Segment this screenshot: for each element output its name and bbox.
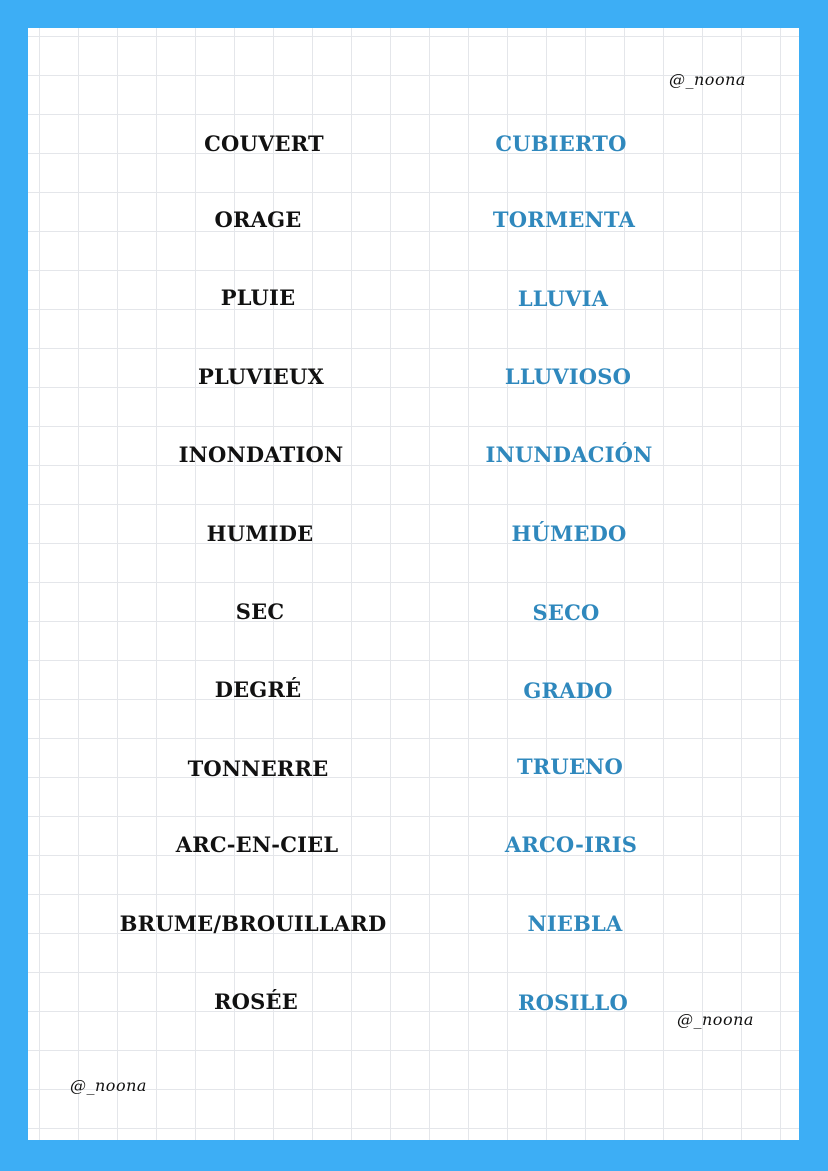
spanish-word: INUNDACIÓN	[485, 442, 653, 467]
french-word: HUMIDE	[206, 521, 314, 546]
watermark-top-right: @_noona	[669, 70, 746, 89]
spanish-word: TORMENTA	[492, 207, 636, 232]
spanish-word: LLUVIA	[517, 286, 609, 311]
french-word: DEGRÉ	[214, 677, 302, 702]
spanish-word: HÚMEDO	[511, 521, 627, 546]
spanish-word: ROSILLO	[518, 990, 628, 1015]
spanish-word: NIEBLA	[527, 911, 623, 936]
french-word: INONDATION	[178, 442, 344, 467]
french-word: BRUME/BROUILLARD	[119, 911, 387, 936]
watermark-middle-right: @_noona	[677, 1010, 754, 1029]
grid-paper-sheet	[28, 28, 799, 1140]
french-word: ARC-EN-CIEL	[175, 832, 339, 857]
spanish-word: LLUVIOSO	[504, 364, 632, 389]
french-word: SEC	[235, 599, 285, 624]
spanish-word: GRADO	[523, 678, 613, 703]
spanish-word: TRUENO	[516, 754, 624, 779]
french-word: COUVERT	[204, 131, 324, 156]
spanish-word: ARCO-IRIS	[504, 832, 638, 857]
watermark-bottom-left: @_noona	[70, 1076, 147, 1095]
spanish-word: SECO	[532, 600, 600, 625]
french-word: ROSÉE	[214, 989, 298, 1014]
french-word: PLUIE	[220, 285, 296, 310]
french-word: PLUVIEUX	[197, 364, 325, 389]
spanish-word: CUBIERTO	[495, 131, 627, 156]
french-word: ORAGE	[214, 207, 302, 232]
french-word: TONNERRE	[187, 756, 329, 781]
